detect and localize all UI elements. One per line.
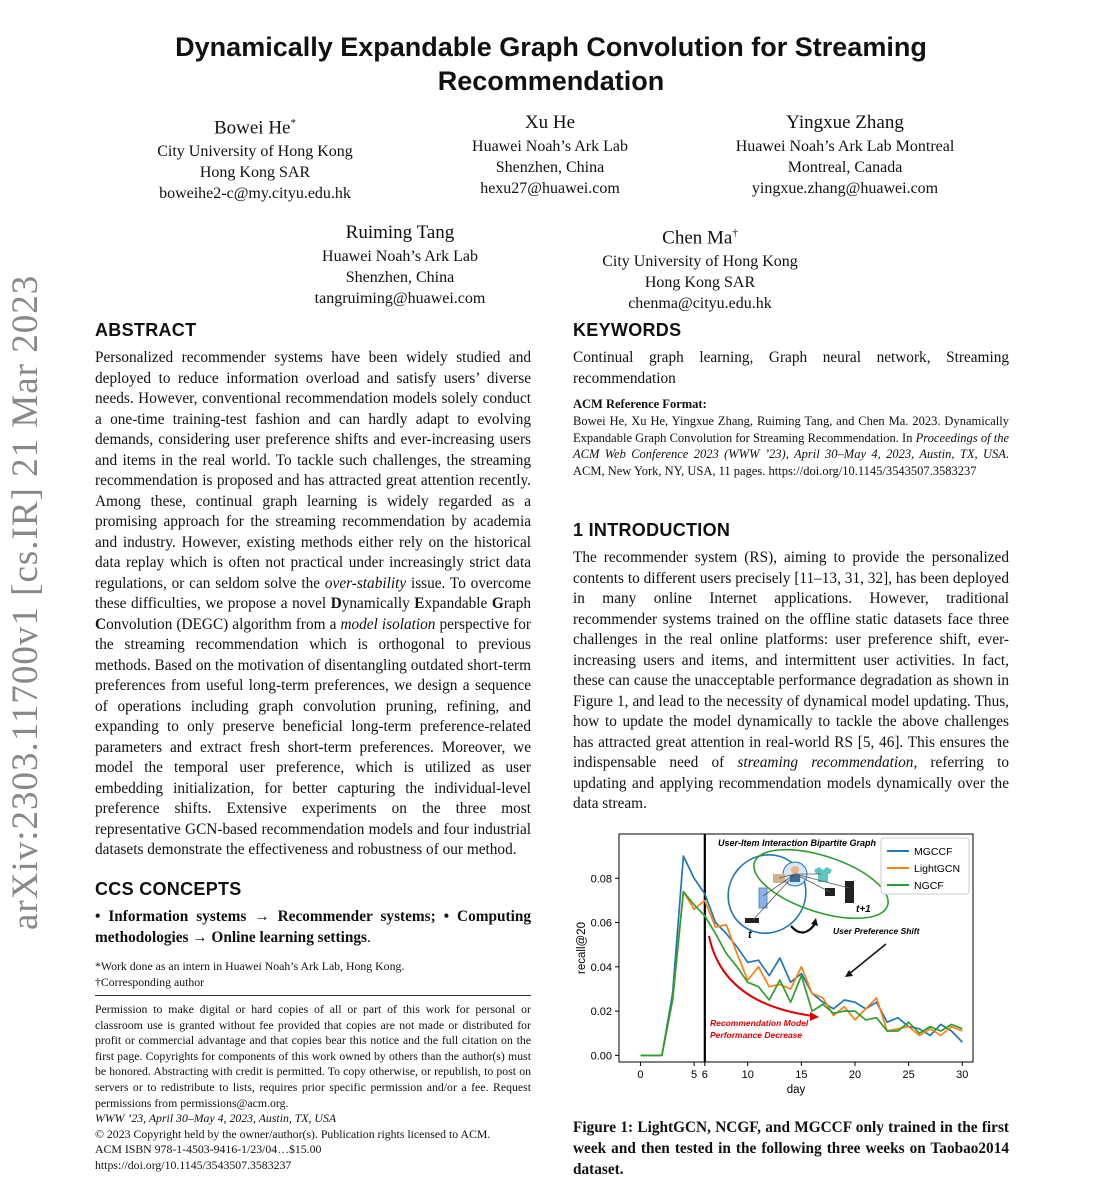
shift-label: User Preference Shift <box>833 926 920 936</box>
author-block-5 <box>570 220 830 314</box>
title-line-2: Recommendation <box>437 66 665 96</box>
footnote-divider <box>95 995 531 996</box>
author-mark: † <box>732 227 738 239</box>
ccs-concepts: • Information systems → Recommender systems; • Computing methodologies → Online learning settings. <box>95 908 531 946</box>
intro-text: The recommender system (RS), aiming to provide the personalized contents to different users precisely [11–13, 31, 32], has been deployed in many online Internet applications. However, traditional recommender systems trained on the offline static datasets face three challenges in the real online platforms: user preference shift, ever-increasing users and items, and intermittent user activities. In fact, these can cause the unacceptable performance degradation as shown in Figure 1, and lead to the necessity of dynamical model updating. Thus, how to update the model dynamically to tackle the above challenges has attracted great attention in real-world RS [5, 46]. This ensures the indispensable need of streaming recommendation, referring to updating and applying recommendation models dynamically over the data stream. <box>573 549 1010 812</box>
t-label: t <box>748 929 752 941</box>
isbn-line: ACM ISBN 978-1-4503-9416-1/23/04…$15.00 <box>95 1142 322 1157</box>
abstract-text: Personalized recommender systems have been widely studied and deployed to reduce information overload and satisfy users’ diverse needs. However, conventional recommendation models solely conduct a one-time training-test fashion and can hardly adapt to evolving demands, considering user preference shifts and ever-increasing users and items in the real world. To tackle such challenges, the streaming recommendation is proposed and has attracted great attention recently. Among these, continual graph learning is widely regarded as a promising approach for the streaming recommendation by academia and industry. However, existing methods either rely on the historical data replay which is often not practical under increasingly strict data regulations, or can seldom solve the over-stability issue. To overcome these difficulties, we propose a novel Dynamically Expandable Graph Convolution (DEGC) algorithm from a model isolation perspective for the streaming recommendation which is orthogonal to previous methods. Based on the motivation of disentangling outdated short-term preferences from useful long-term preferences, we design a sequence of operations including graph convolution pruning, refining, and expanding to only preserve beneficial long-term preference-related parameters and extract fresh short-term preferences. Moreover, we model the temporal user preference, which is utilized as user embedding initialization, for better capturing the individual-level preference shifts. Extensive experiments on the three most representative GCN-based recommendation models and four industrial datasets demonstrate the effectiveness and robustness of our method. <box>95 349 532 858</box>
acm-ref-heading: ACM Reference Format: <box>573 397 707 411</box>
author-affiliation: Huawei Noah’s Ark Lab <box>322 248 478 265</box>
figure-caption: Figure 1: LightGCN, NCGF, and MGCCF only trained in the first week and then tested in the following three weeks on Taobao2014 dataset. <box>573 1119 1009 1178</box>
user-head-icon <box>791 866 799 874</box>
x-tick-label: 30 <box>956 1069 969 1081</box>
chart-ticks <box>576 873 968 1096</box>
author-affiliation: Huawei Noah’s Ark Lab Montreal <box>735 138 955 155</box>
chart-legend <box>881 838 969 894</box>
y-tick-label: 0.06 <box>590 917 612 930</box>
conference-line: WWW ’23, April 30–May 4, 2023, Austin, TX, USA <box>95 1111 337 1126</box>
arxiv-identifier: arXiv:2303.11700v1 [cs.IR] 21 Mar 2023 <box>5 274 46 930</box>
doi-line[interactable]: https://doi.org/10.1145/3543507.3583237 <box>95 1157 292 1172</box>
intro-heading: 1 INTRODUCTION <box>573 520 731 540</box>
y-tick-label: 0.08 <box>590 873 612 886</box>
y-tick-label: 0.02 <box>590 1006 612 1019</box>
shift-arrow-icon <box>791 924 815 933</box>
jeans-icon <box>759 888 767 908</box>
x-tick-label: 20 <box>848 1069 862 1081</box>
pointer-line <box>849 944 886 974</box>
x-tick-label: 10 <box>741 1069 754 1081</box>
legend-label: NGCF <box>914 880 944 892</box>
footnotes <box>95 959 531 990</box>
legend-label: MGCCF <box>914 846 953 858</box>
ccs-heading: CCS CONCEPTS <box>95 879 242 899</box>
perf-label-2: Performance Decrease <box>710 1030 803 1040</box>
author-affiliation: Huawei Noah’s Ark Lab <box>472 138 628 155</box>
x-tick-label: 0 <box>637 1069 644 1081</box>
copyright-line: © 2023 Copyright held by the owner/author(s). Publication rights licensed to ACM. <box>95 1126 491 1141</box>
t1-label: t+1 <box>856 904 871 915</box>
author-location: Shenzhen, China <box>495 159 605 176</box>
author-email[interactable]: tangruiming@huawei.com <box>314 290 486 307</box>
author-block-1 <box>120 110 390 204</box>
author-location: Hong Kong SAR <box>644 274 756 292</box>
author-affiliation: City University of Hong Kong <box>157 143 353 161</box>
author-location: Shenzhen, China <box>345 269 455 286</box>
author-mark: * <box>290 117 296 129</box>
x-tick-label: 25 <box>902 1069 915 1081</box>
author-email[interactable]: boweihe2-c@my.cityu.edu.hk <box>159 185 351 203</box>
legend-label: LightGCN <box>914 863 961 875</box>
acm-ref-text: Bowei He, Xu He, Yingxue Zhang, Ruiming Tang, and Chen Ma. 2023. Dynamically Expandable Graph Convolution for Streaming Recommendation. In Proceedings of the ACM Web Conference 2023 (WWW ’23), April 30–May 4, 2023, Austin, TX, USA. ACM, New York, NY, USA, 11 pages. https://doi.org/10.1145/3543507.3583237 <box>573 414 1009 478</box>
author-block-4 <box>270 220 530 309</box>
shift-arrowhead-icon <box>811 918 818 926</box>
paper-title <box>60 30 1042 98</box>
y-tick-label: 0.04 <box>590 961 612 974</box>
x-tick-label: 5 <box>691 1069 698 1081</box>
author-email[interactable]: chenma@cityu.edu.hk <box>628 295 772 313</box>
author-location: Montreal, Canada <box>787 159 903 176</box>
x-axis-label: day <box>786 1084 806 1096</box>
graph-ellipse-t1 <box>746 836 896 933</box>
author-name: Ruiming Tang <box>345 222 455 243</box>
author-email[interactable]: yingxue.zhang@huawei.com <box>751 180 939 197</box>
author-name: Bowei He <box>213 117 291 139</box>
perf-label-1: Recommendation Model <box>710 1018 809 1028</box>
author-name: Yingxue Zhang <box>786 112 904 133</box>
keywords-text: Continual graph learning, Graph neural network, Streaming recommendation <box>573 349 1009 387</box>
permission-text: Permission to make digital or hard copies of all or part of this work for personal or classroom use is granted without fee provided that copies are not made or distributed for profit or commercial advantage and that copies bear this notice and the full citation on the first page. Copyrights for components of this work owned by others than the author(s) must be honored. Abstracting with credit is permitted. To copy otherwise, or republish, to post on servers or to redistribute to lists, requires prior specific permission and/or a fee. Request permissions from permissions@acm.org. <box>95 1002 531 1110</box>
author-email[interactable]: hexu27@huawei.com <box>480 180 620 197</box>
pants-icon <box>845 881 854 903</box>
footnote-intern: *Work done as an intern in Huawei Noah’s Ark Lab, Hong Kong. <box>95 959 405 973</box>
x-tick-label: 6 <box>701 1069 708 1081</box>
graph-label: User-Item Interaction Bipartite Graph <box>718 838 877 848</box>
figure-1-chart <box>573 826 1013 1100</box>
title-line-1: Dynamically Expandable Graph Convolution for Streaming <box>175 32 927 62</box>
author-name: Chen Ma <box>662 227 733 249</box>
x-tick-label: 15 <box>795 1069 808 1081</box>
author-block-2 <box>415 110 685 199</box>
y-tick-label: 0.00 <box>590 1050 612 1063</box>
author-location: Hong Kong SAR <box>199 164 311 182</box>
y-axis-label: recall@20 <box>576 922 588 974</box>
performance-arrowhead-icon <box>810 1012 819 1021</box>
author-block-3 <box>700 110 990 199</box>
author-name: Xu He <box>524 112 576 133</box>
footnote-corresponding: †Corresponding author <box>95 974 205 989</box>
keywords-heading: KEYWORDS <box>573 320 682 340</box>
abstract-heading: ABSTRACT <box>95 320 197 340</box>
permission-block <box>95 1002 531 1174</box>
shoe-icon <box>745 918 759 923</box>
author-affiliation: City University of Hong Kong <box>602 253 798 271</box>
